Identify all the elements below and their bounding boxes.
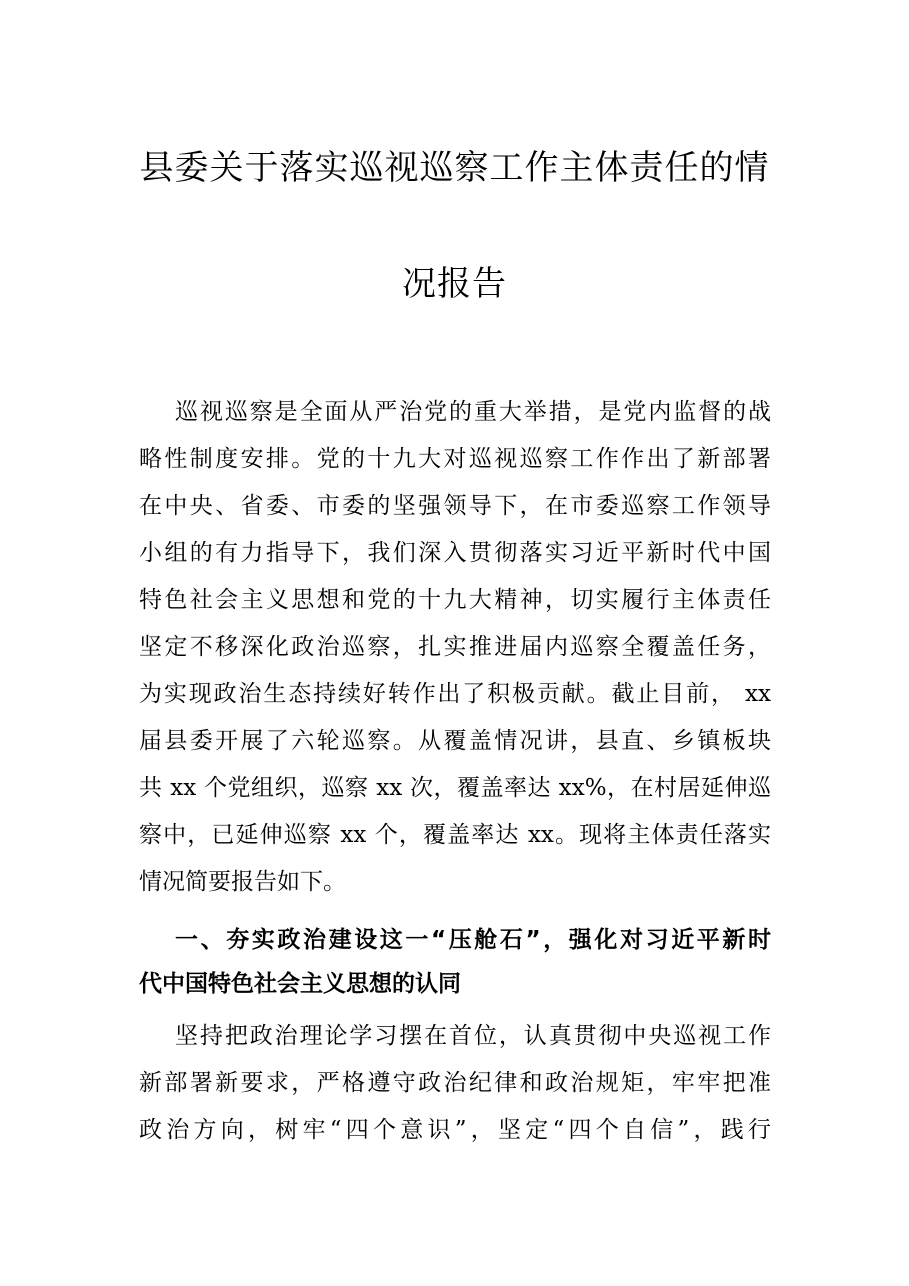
paragraph-line: 在中央、省委、市委的坚强领导下，在市委巡察工作领导: [139, 493, 771, 519]
paragraph-line: 为实现政治生态持续好转作出了积极贡献。截止目前， xx: [139, 681, 771, 707]
paragraph-line: 略性制度安排。党的十九大对巡视巡察工作作出了新部署: [139, 446, 771, 472]
paragraph-line: 小组的有力指导下，我们深入贯彻落实习近平新时代中国: [139, 540, 771, 566]
paragraph-line: 政治方向，树牢“四个意识”，坚定“四个自信”，践行: [139, 1117, 771, 1143]
document-title-line-1: 县委关于落实巡视巡察工作主体责任的情: [139, 148, 770, 188]
heading-line: 代中国特色社会主义思想的认同: [139, 971, 461, 997]
paragraph-line: 巡视巡察是全面从严治党的重大举措，是党内监督的战: [175, 399, 771, 425]
paragraph-line: 察中，已延伸巡察 xx 个，覆盖率达 xx。现将主体责任落实: [139, 822, 771, 848]
paragraph-line: 届县委开展了六轮巡察。从覆盖情况讲，县直、乡镇板块: [139, 728, 771, 754]
paragraph-line: 新部署新要求，严格遵守政治纪律和政治规矩，牢牢把准: [139, 1070, 771, 1096]
heading-line: 一、夯实政治建设这一“压舱石”，强化对习近平新时: [175, 927, 771, 953]
paragraph-line: 坚持把政治理论学习摆在首位，认真贯彻中央巡视工作: [175, 1023, 771, 1049]
paragraph-line: 情况简要报告如下。: [139, 869, 346, 895]
paragraph-line: 特色社会主义思想和党的十九大精神，切实履行主体责任: [139, 587, 771, 613]
document-title-line-2: 况报告: [402, 264, 507, 304]
paragraph-line: 共 xx 个党组织，巡察 xx 次，覆盖率达 xx%，在村居延伸巡: [139, 775, 771, 801]
paragraph-line: 坚定不移深化政治巡察，扎实推进届内巡察全覆盖任务，: [139, 634, 771, 660]
